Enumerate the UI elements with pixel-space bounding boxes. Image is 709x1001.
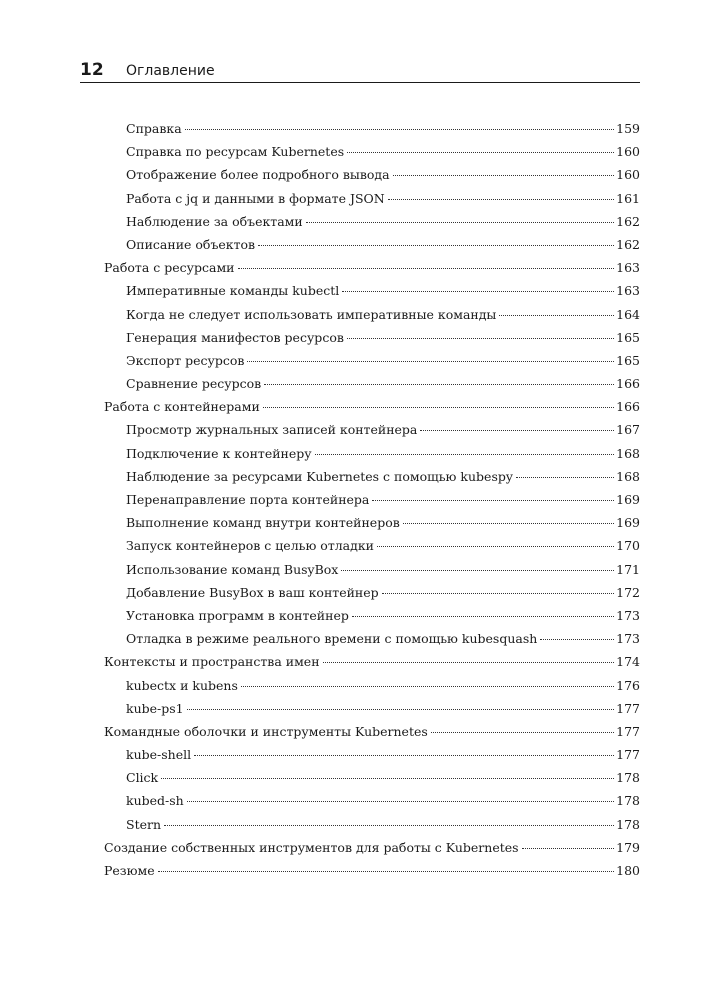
dot-leader xyxy=(241,686,614,687)
toc-entry-page: 172 xyxy=(616,584,640,600)
toc-subsection-entry xyxy=(104,187,640,210)
toc-entry-title: kube-ps1 xyxy=(126,700,184,716)
toc-entry-title: Экспорт ресурсов xyxy=(126,352,245,368)
toc-subsection-entry xyxy=(104,488,640,511)
toc-entry-page: 169 xyxy=(616,515,640,531)
toc-entry-page: 171 xyxy=(616,561,640,577)
toc-entry-page: 161 xyxy=(616,190,640,206)
dot-leader xyxy=(194,755,614,756)
toc-entry-page: 168 xyxy=(616,468,640,484)
toc-entry-title: Установка программ в контейнер xyxy=(126,607,349,623)
toc-entry-page: 180 xyxy=(616,863,640,878)
toc-entry-title: Когда не следует использовать императивные команды xyxy=(126,306,497,322)
toc-entry-title: Командные оболочки и инструменты Kubernetes xyxy=(104,723,428,739)
toc-entry-title: Справка xyxy=(126,121,182,136)
dot-leader xyxy=(352,616,614,617)
dot-leader xyxy=(420,430,614,431)
toc-subsection-entry xyxy=(104,511,640,534)
toc-entry-title: Отладка в режиме реального времени с помощью kubesquash xyxy=(126,631,538,647)
toc-subsection-entry xyxy=(104,465,640,488)
toc-entry-page: 167 xyxy=(616,422,640,438)
toc-entry-title: Отображение более подробного вывода xyxy=(126,167,390,183)
toc-entry-page: 160 xyxy=(616,167,640,183)
toc-subsection-entry xyxy=(104,674,640,697)
toc-entry-page: 178 xyxy=(616,816,640,832)
toc-entry-page: 177 xyxy=(616,723,640,739)
toc-entry-page: 168 xyxy=(616,445,640,461)
toc-entry-title: Добавление BusyBox в ваш контейнер xyxy=(126,584,379,600)
toc-subsection-entry xyxy=(104,303,640,326)
toc-entry-page: 179 xyxy=(616,839,640,855)
dot-leader xyxy=(372,500,614,501)
dot-leader xyxy=(263,407,614,408)
toc-entry-title: Работа с контейнерами xyxy=(104,399,260,415)
toc-subsection-entry xyxy=(104,697,640,720)
dot-leader xyxy=(393,175,614,176)
toc-entry-title: Click xyxy=(126,770,159,786)
dot-leader xyxy=(382,593,614,594)
dot-leader xyxy=(522,848,614,849)
toc-entry-title: Подключение к контейнеру xyxy=(126,445,312,461)
dot-leader xyxy=(403,523,614,524)
dot-leader xyxy=(258,245,614,246)
dot-leader xyxy=(247,361,614,362)
toc-subsection-entry xyxy=(104,279,640,302)
dot-leader xyxy=(187,801,614,802)
dot-leader xyxy=(323,662,614,663)
table-of-contents xyxy=(104,117,640,882)
dot-leader xyxy=(306,222,614,223)
toc-entry-title: Работа с ресурсами xyxy=(104,260,235,276)
dot-leader xyxy=(185,129,614,130)
toc-entry-page: 173 xyxy=(616,631,640,647)
toc-entry-page: 178 xyxy=(616,793,640,809)
toc-entry-page: 177 xyxy=(616,747,640,763)
toc-entry-page: 169 xyxy=(616,492,640,507)
toc-entry-page: 178 xyxy=(616,770,640,786)
toc-entry-title: Создание собственных инструментов для работы с Kubernetes xyxy=(104,839,519,855)
dot-leader xyxy=(347,338,614,339)
toc-entry-title: kubectx и kubens xyxy=(126,677,238,693)
toc-entry-title: Резюме xyxy=(104,863,155,878)
toc-subsection-entry xyxy=(104,581,640,604)
toc-entry-title: Генерация манифестов ресурсов xyxy=(126,329,344,345)
toc-entry-title: kube-shell xyxy=(126,747,192,763)
dot-leader xyxy=(238,268,615,269)
toc-subsection-entry xyxy=(104,789,640,812)
toc-entry-title: Описание объектов xyxy=(126,236,256,252)
toc-subsection-entry xyxy=(104,233,640,256)
toc-entry-page: 170 xyxy=(616,538,640,554)
toc-subsection-entry xyxy=(104,163,640,186)
toc-entry-page: 165 xyxy=(616,329,640,345)
dot-leader xyxy=(164,825,614,826)
toc-entry-title: Наблюдение за объектами xyxy=(126,213,303,229)
toc-entry-title: Выполнение команд внутри контейнеров xyxy=(126,515,400,531)
toc-entry-title: Просмотр журнальных записей контейнера xyxy=(126,422,418,438)
toc-entry-title: Перенаправление порта контейнера xyxy=(126,492,370,507)
toc-section-entry xyxy=(104,650,640,673)
toc-entry-title: Наблюдение за ресурсами Kubernetes с помощью kubespy xyxy=(126,468,513,484)
toc-subsection-entry xyxy=(104,743,640,766)
toc-section-entry xyxy=(104,256,640,279)
toc-subsection-entry xyxy=(104,766,640,789)
toc-entry-title: Использование команд BusyBox xyxy=(126,561,339,577)
dot-leader xyxy=(342,291,614,292)
toc-entry-page: 176 xyxy=(616,677,640,693)
toc-subsection-entry xyxy=(104,534,640,557)
toc-subsection-entry xyxy=(104,418,640,441)
toc-entry-page: 162 xyxy=(616,213,640,229)
toc-entry-page: 166 xyxy=(616,399,640,415)
toc-entry-title: kubed-sh xyxy=(126,793,184,809)
dot-leader xyxy=(341,570,614,571)
toc-entry-title: Справка по ресурсам Kubernetes xyxy=(126,144,345,160)
toc-subsection-entry xyxy=(104,117,640,140)
dot-leader xyxy=(377,546,614,547)
dot-leader xyxy=(187,709,614,710)
toc-subsection-entry xyxy=(104,210,640,233)
dot-leader xyxy=(516,477,614,478)
dot-leader xyxy=(264,384,614,385)
toc-entry-page: 160 xyxy=(616,144,640,160)
toc-entry-title: Сравнение ресурсов xyxy=(126,376,262,392)
running-title: Оглавление xyxy=(126,63,215,79)
toc-entry-title: Контексты и пространства имен xyxy=(104,654,320,670)
dot-leader xyxy=(315,454,614,455)
toc-entry-page: 173 xyxy=(616,607,640,623)
toc-section-entry xyxy=(104,836,640,859)
dot-leader xyxy=(347,152,614,153)
toc-subsection-entry xyxy=(104,140,640,163)
toc-subsection-entry xyxy=(104,442,640,465)
toc-entry-title: Работа с jq и данными в формате JSON xyxy=(126,190,385,206)
toc-section-entry xyxy=(104,720,640,743)
toc-entry-page: 166 xyxy=(616,376,640,392)
dot-leader xyxy=(540,639,614,640)
toc-subsection-entry xyxy=(104,604,640,627)
toc-entry-page: 163 xyxy=(616,283,640,299)
toc-section-entry xyxy=(104,395,640,418)
toc-entry-page: 159 xyxy=(616,121,640,136)
toc-subsection-entry xyxy=(104,627,640,650)
toc-entry-page: 163 xyxy=(616,260,640,276)
header-rule xyxy=(80,82,640,83)
dot-leader xyxy=(499,315,614,316)
toc-entry-page: 174 xyxy=(616,654,640,670)
toc-entry-page: 164 xyxy=(616,306,640,322)
dot-leader xyxy=(158,871,614,872)
toc-entry-page: 165 xyxy=(616,352,640,368)
toc-entry-page: 162 xyxy=(616,236,640,252)
toc-subsection-entry xyxy=(104,349,640,372)
toc-subsection-entry xyxy=(104,558,640,581)
toc-subsection-entry xyxy=(104,326,640,349)
toc-section-entry xyxy=(104,859,640,882)
dot-leader xyxy=(161,778,614,779)
toc-entry-title: Запуск контейнеров с целью отладки xyxy=(126,538,374,554)
page-number: 12 xyxy=(80,60,104,80)
toc-entry-title: Stern xyxy=(126,816,162,832)
toc-subsection-entry xyxy=(104,813,640,836)
toc-subsection-entry xyxy=(104,372,640,395)
toc-entry-page: 177 xyxy=(616,700,640,716)
dot-leader xyxy=(388,199,614,200)
toc-entry-title: Императивные команды kubectl xyxy=(126,283,340,299)
page-header xyxy=(80,60,640,84)
dot-leader xyxy=(431,732,614,733)
